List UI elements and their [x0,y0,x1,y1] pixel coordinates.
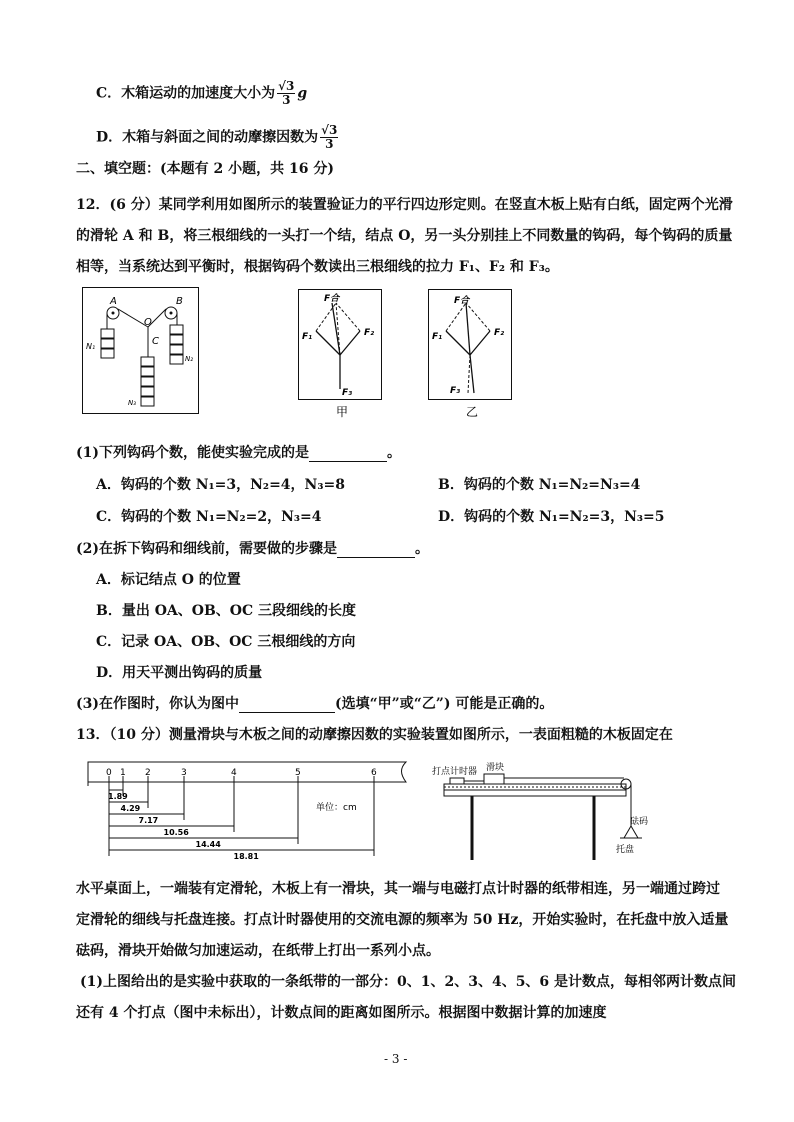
weight [170,345,183,354]
q12-p2-option-c: C．记录 OA、OB、OC 三根细线的方向 [96,634,356,650]
table-top [444,790,626,796]
label-n1: N₁ [86,342,96,351]
dimension-label: 14.44 [195,840,221,849]
label-f-resultant: F合 [324,294,340,304]
q13-tape-figure [88,762,408,862]
label-n3: N₃ [128,399,137,407]
label-o: O [144,317,152,328]
q13-line3: 定滑轮的细线与托盘连接。打点计时器使用的交流电源的频率为 50 Hz，开始实验时，在托盘中放入适量 [76,912,729,928]
tape-point-label: 6 [371,768,377,778]
answer-blank [309,447,387,462]
weight [101,339,114,348]
dimension-label: 18.81 [233,852,259,861]
section-heading: 二、填空题：(本题有 2 小题，共 16 分) [76,161,334,177]
weight [141,387,154,396]
weight [141,357,154,366]
dimension-label: 1.89 [108,792,128,801]
q12-part2: (2)在拆下钩码和细线前，需要做的步骤是 。 [76,541,429,557]
label-f1: F₁ [302,332,313,342]
q13-line2: 水平桌面上，一端装有定滑轮，木板上有一滑块，其一端与电磁打点计时器的纸带相连，另一端通过跨过 [76,881,720,897]
q12-stem-line1: 12．(6 分）某同学利用如图所示的装置验证力的平行四边形定则。在竖直木板上贴有白纸，固定两个光滑 [76,197,733,213]
q11-option-c-text: C．木箱运动的加速度大小为 [96,85,276,102]
tape-unit: 单位：cm [316,803,357,813]
q12-p1-option-a: A．钩码的个数 N₁=3，N₂=4，N₃=8 [96,477,345,493]
label-f2: F₂ [494,328,505,338]
weight [101,329,114,338]
tape-point-label: 5 [295,768,301,778]
caption-jia: 甲 [336,405,349,419]
q12-p1-option-b: B．钩码的个数 N₁=N₂=N₃=4 [438,477,641,493]
q12-figure-jia [298,289,388,419]
tape-point-label: 2 [145,768,151,778]
label-f3: F₃ [342,388,353,398]
weight [141,397,154,406]
q13-part1-line1: (1)上图给出的是实验中获取的一条纸带的一部分：0、1、2、3、4、5、6 是计数点，每相邻两计数点间 [80,974,737,990]
q13-line4: 砝码，滑块开始做匀加速运动，在纸带上打出一系列小点。 [76,943,440,959]
tray [624,826,638,838]
label-c: C [152,336,159,347]
slider [484,774,504,784]
tape-point-label: 3 [181,768,187,778]
force-f-resultant [466,303,470,355]
timer [450,778,464,784]
q11-option-d [96,124,340,151]
answer-blank [239,698,335,713]
label-a: A [110,296,117,307]
q12-p2-option-b: B．量出 OA、OB、OC 三段细线的长度 [96,603,357,619]
force-f-resultant-solid [332,303,340,355]
dimension-label: 10.56 [163,828,189,837]
label-f-resultant: F合 [454,296,470,306]
caption-yi: 乙 [466,405,479,419]
q11-option-d-text: D．木箱与斜面之间的动摩擦因数为 [96,129,319,146]
force-f2 [470,331,490,355]
q12-p1-option-d: D．钩码的个数 N₁=N₂=3，N₃=5 [438,509,665,525]
tape-point-label: 4 [231,768,237,778]
force-f3 [470,355,474,393]
force-f1 [446,331,470,355]
q12-p1-option-c: C．钩码的个数 N₁=N₂=2，N₃=4 [96,509,322,525]
dimension-label: 7.17 [138,816,159,825]
answer-blank [337,543,415,558]
paper-tape [88,762,406,782]
q12-p2-option-a: A．标记结点 O 的位置 [96,572,241,588]
board [429,290,512,400]
q12-apparatus-figure [82,287,204,415]
weight [141,367,154,376]
label-f3: F₃ [450,386,461,396]
q11-option-c: C．木箱运动的加速度大小为 $\frac{√3}{3}$ g [96,79,308,107]
force-f2 [340,331,360,355]
dimension-label: 4.29 [120,804,141,813]
q12-figure-yi [428,289,518,419]
q12-part3: (3)在作图时，你认为图中 (选填“甲”或“乙”) 可能是正确的。 [76,696,554,712]
weight [170,325,183,334]
label-slider: 滑块 [486,763,505,773]
fraction: $\frac{√3}{3}$ [321,123,338,151]
wood-board [444,784,626,790]
tape-point-label: 0 [106,768,112,778]
q13-stem-line1: 13．（10 分）测量滑块与木板之间的动摩擦因数的实验装置如图所示，一表面粗糙的木板固定在 [76,727,673,743]
weight [101,349,114,358]
label-b: B [176,296,183,307]
q13-apparatus-figure [430,762,660,862]
tape-point-label: 1 [120,768,126,778]
q13-part1-line2: 还有 4 个打点（图中未标出），计数点间的距离如图所示。根据图中数据计算的加速度 [76,1005,607,1021]
weight [170,335,183,344]
weight [141,377,154,386]
label-f1: F₁ [432,332,443,342]
label-f2: F₂ [364,328,375,338]
weight [170,355,183,364]
q12-stem-line2: 的滑轮 A 和 B，将三根细线的一头打一个结，结点 O，另一头分别挂上不同数量的钩码，每个钩码的质量 [76,228,733,244]
q12-part1: (1)下列钩码个数，能使实验完成的是 。 [76,445,401,461]
page-number: - 3 - [384,1052,408,1066]
label-tray: 托盘 [616,845,635,855]
q12-stem-line3: 相等，当系统达到平衡时，根据钩码个数读出三根细线的拉力 F₁、F₂ 和 F₃。 [76,259,559,275]
label-n2: N₂ [185,355,194,363]
q12-p2-option-d: D．用天平测出钩码的质量 [96,665,263,681]
label-weight: 砝码 [630,817,649,827]
label-timer: 打点计时器 [432,767,478,777]
fraction: $\frac{√3}{3}$ [278,79,295,107]
